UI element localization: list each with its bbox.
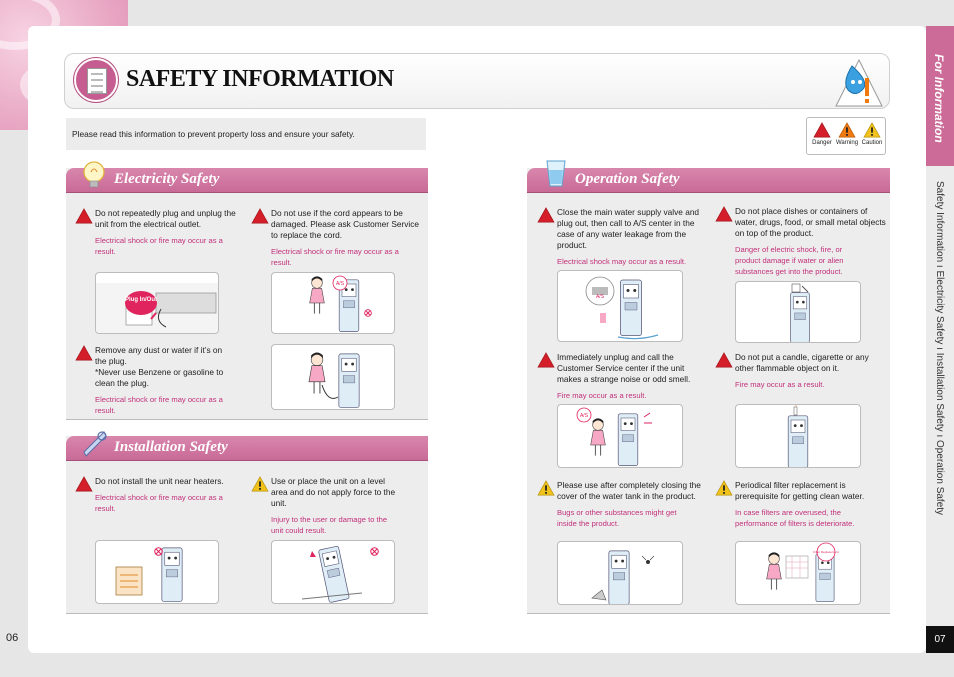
item-text: Do not repeatedly plug and unplug the unit from the electrical outlet.	[95, 208, 236, 229]
item-text: Do not place dishes or containers of water, drugs, food, or small metal objects on top of the product.	[735, 206, 886, 238]
page-number-right: 07	[926, 626, 954, 653]
item-electricity-1	[95, 208, 245, 257]
danger-icon	[75, 208, 93, 224]
legend-warning	[834, 122, 860, 146]
item-text: Do not use if the cord appears to be damaged. Please ask Customer Service to replace the cord.	[271, 208, 420, 240]
item-result: Electrical shock or fire may occur as a result.	[95, 493, 223, 513]
item-electricity-2	[271, 208, 423, 268]
danger-icon	[813, 122, 831, 138]
item-text: Close the main water supply valve and plug out, then call to A/S center in the case of any water leakage from the product.	[557, 207, 700, 250]
item-text: Periodical filter replacement is prerequisite for getting clean water.	[735, 480, 865, 501]
item-result: Danger of electric shock, fire, or product damage if water or alien substances get into the product.	[735, 245, 844, 276]
clipboard-icon	[74, 58, 118, 102]
side-tab-topics: Safety Information ı Electricity Safety ı Installation Safety ı Operation Safety	[934, 181, 945, 516]
legend-danger-label: Danger	[812, 140, 832, 146]
item-text: Please use after completely closing the cover of the water tank in the product.	[557, 480, 701, 501]
legend-caution	[859, 122, 885, 146]
item-text: Immediately unplug and call the Customer Service center if the unit makes a strange noise or odd smell.	[557, 352, 691, 384]
item-result: Electrical shock or fire may occur as a result.	[95, 395, 223, 415]
item-text: Do not put a candle, cigarette or any other flammable object on it.	[735, 352, 869, 373]
item-text: Use or place the unit on a level area and do not apply force to the unit.	[271, 476, 396, 508]
item-text: Remove any dust or water if it’s on the plug. *Never use Benzene or gasoline to clean the plug.	[95, 345, 224, 388]
section-title: Installation Safety	[114, 439, 228, 455]
illustration-plug	[95, 272, 219, 334]
item-result: Electrical shock or fire may occur as a result.	[271, 247, 399, 267]
item-installation-2	[271, 476, 403, 536]
item-result: Fire may occur as a result.	[557, 391, 647, 400]
filter-label: Filter Replacement	[813, 550, 839, 554]
section-title: Electricity Safety	[114, 171, 220, 187]
danger-icon	[715, 352, 733, 368]
page-title: SAFETY INFORMATION	[126, 66, 394, 92]
illustration-strange-noise	[557, 404, 683, 468]
section-header	[66, 168, 428, 193]
legend-warning-label: Warning	[835, 140, 859, 146]
item-result: In case filters are overused, the performance of filters is deteriorate.	[735, 508, 855, 528]
wrench-icon	[80, 428, 108, 458]
item-result: Bugs or other substances might get inside the product.	[557, 508, 677, 528]
water-drop-mascot-icon	[832, 56, 886, 110]
as-label: A/S	[579, 413, 589, 419]
section-header	[527, 168, 890, 193]
section-title: Operation Safety	[575, 171, 680, 187]
item-operation-3	[557, 352, 707, 401]
item-text: Do not install the unit near heaters.	[95, 476, 224, 486]
danger-icon	[537, 352, 555, 368]
as-label: A/S	[335, 281, 345, 287]
side-index-tab	[926, 26, 954, 653]
danger-icon	[75, 476, 93, 492]
illustration-clean-plug	[271, 344, 395, 410]
caution-icon	[251, 476, 269, 492]
danger-icon	[251, 208, 269, 224]
item-operation-6	[735, 480, 887, 529]
item-operation-5	[557, 480, 707, 529]
item-operation-1	[557, 207, 707, 267]
caution-icon	[863, 122, 881, 138]
section-header	[66, 436, 428, 461]
plug-label: Plug In/Out	[125, 297, 157, 303]
warning-icon	[838, 122, 856, 138]
intro-text: Please read this information to prevent property loss and ensure your safety.	[66, 118, 426, 150]
caution-icon	[537, 480, 555, 496]
item-result: Electrical shock may occur as a result.	[557, 257, 687, 266]
side-tab-section: For Information	[932, 54, 946, 143]
illustration-level-area	[271, 540, 395, 604]
illustration-water-leak	[557, 270, 683, 342]
legend-caution-label: Caution	[861, 140, 883, 146]
water-glass-icon	[542, 158, 570, 188]
illustration-filter-replacement	[735, 541, 861, 605]
lightbulb-icon	[80, 160, 108, 190]
danger-icon	[715, 206, 733, 222]
illustration-cord-damage	[271, 272, 395, 334]
hazard-legend	[806, 117, 886, 155]
illustration-heater	[95, 540, 219, 604]
legend-danger	[809, 122, 835, 146]
item-operation-4	[735, 352, 885, 390]
page-number-left: 06	[6, 632, 19, 644]
as-label: A/S	[595, 294, 605, 300]
caution-icon	[715, 480, 733, 496]
item-result: Fire may occur as a result.	[735, 380, 825, 389]
illustration-candle	[735, 404, 861, 468]
item-electricity-3	[95, 345, 235, 416]
item-result: Electrical shock or fire may occur as a result.	[95, 236, 223, 256]
illustration-objects-on-top	[735, 281, 861, 343]
item-installation-1	[95, 476, 235, 514]
item-operation-2	[735, 206, 887, 277]
illustration-tank-cover	[557, 541, 683, 605]
danger-icon	[75, 345, 93, 361]
item-result: Injury to the user or damage to the unit could result.	[271, 515, 388, 535]
danger-icon	[537, 207, 555, 223]
